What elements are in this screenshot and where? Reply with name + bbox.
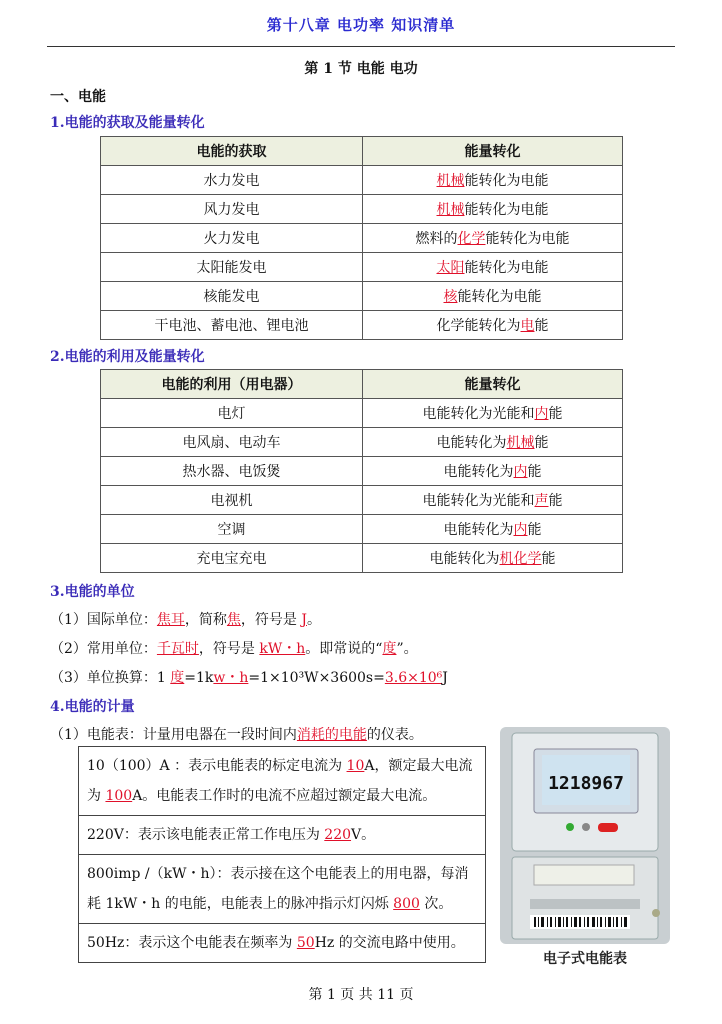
row-label: 电风扇、电动车 — [101, 428, 363, 457]
text: 能转化为电能 — [485, 231, 570, 247]
answer: 核 — [443, 289, 458, 305]
spec-frequency — [79, 924, 485, 962]
text: Hz 的交流电路中使用。 — [314, 935, 465, 951]
row-conversion — [363, 195, 623, 224]
answer: 内 — [513, 464, 528, 480]
text: 50Hz：表示这个电能表在频率为 — [87, 935, 297, 951]
table-row — [101, 311, 623, 340]
text: 800imp /（kW・h）：表示接在这个电能表上的用电器，每消耗 1kW・h 的电能，电能表上的脉冲指示灯闪烁 — [87, 866, 469, 912]
table-row — [101, 195, 623, 224]
answer: 100 — [105, 788, 133, 804]
row-label: 太阳能发电 — [101, 253, 363, 282]
text: 能转化为电能 — [464, 260, 549, 276]
section-title: 第 1 节 电能 电功 — [304, 61, 418, 77]
text: 能转化为电能 — [464, 173, 549, 189]
table-row — [101, 428, 623, 457]
text: 电能转化为 — [443, 522, 514, 538]
row-label: 空调 — [101, 515, 363, 544]
row-label: 核能发电 — [101, 282, 363, 311]
row-label: 电视机 — [101, 486, 363, 515]
row-conversion — [363, 166, 623, 195]
row-conversion — [363, 486, 623, 515]
spec-current — [79, 747, 485, 816]
unit-line-1 — [50, 609, 321, 629]
answer: 内 — [513, 522, 528, 538]
row-conversion — [363, 282, 623, 311]
text: 能 — [548, 406, 563, 422]
text: （1）电能表：计量用电器在一段时间内 — [50, 727, 297, 743]
row-label: 干电池、蓄电池、锂电池 — [101, 311, 363, 340]
text: V。 — [351, 827, 376, 843]
page-header-title: 第十八章 电功率 知识清单 — [266, 16, 456, 34]
text: 电能转化为光能和 — [422, 493, 535, 509]
table-header: 电能的利用（用电器） — [101, 370, 363, 399]
table-row — [101, 253, 623, 282]
text: 燃料的 — [415, 231, 458, 247]
row-label: 热水器、电饭煲 — [101, 457, 363, 486]
text: 能 — [534, 435, 549, 451]
answer: 化学 — [457, 231, 486, 247]
answer: 机械 — [436, 202, 465, 218]
text: 能 — [527, 522, 542, 538]
row-label: 水力发电 — [101, 166, 363, 195]
row-label: 充电宝充电 — [101, 544, 363, 573]
answer: 机化学 — [499, 551, 542, 567]
text: J — [442, 670, 448, 686]
text: 能 — [548, 493, 563, 509]
subsection-4-title: 4.电能的计量 — [50, 699, 135, 715]
answer: 800 — [393, 896, 420, 912]
answer: 机械 — [436, 173, 465, 189]
text: 的仪表。 — [366, 727, 423, 743]
table-row — [101, 515, 623, 544]
spec-impulse — [79, 855, 485, 924]
answer: kW・h — [259, 641, 306, 657]
row-conversion — [363, 224, 623, 253]
text: 电能转化为 — [443, 464, 514, 480]
row-conversion — [363, 253, 623, 282]
row-label: 火力发电 — [101, 224, 363, 253]
electric-meter-image — [500, 727, 670, 944]
row-conversion — [363, 544, 623, 573]
answer: 声 — [534, 493, 549, 509]
text: ，符号是 — [198, 641, 260, 657]
table-row — [101, 486, 623, 515]
row-conversion — [363, 457, 623, 486]
text: 电能转化为 — [429, 551, 500, 567]
text: 能 — [534, 318, 549, 334]
unit-line-2 — [50, 638, 418, 658]
answer: 消耗的电能 — [296, 727, 367, 743]
table-row — [101, 544, 623, 573]
table-row — [101, 166, 623, 195]
subsection-2-title: 2.电能的利用及能量转化 — [50, 349, 205, 365]
table-row — [101, 282, 623, 311]
table-row — [101, 457, 623, 486]
text: A。电能表工作时的电流不应超过额定最大电流。 — [132, 788, 437, 804]
text: 。 — [307, 612, 321, 628]
text: 220V：表示该电能表正常工作电压为 — [87, 827, 325, 843]
row-label: 电灯 — [101, 399, 363, 428]
text: 次。 — [419, 896, 453, 912]
meter-caption: 电子式电能表 — [543, 951, 627, 967]
text: 电能转化为 — [436, 435, 507, 451]
row-conversion — [363, 311, 623, 340]
answer: 机械 — [506, 435, 535, 451]
answer: 50 — [296, 935, 315, 951]
table-header: 能量转化 — [363, 137, 623, 166]
unit-line-3 — [50, 667, 448, 687]
text: 电能转化为光能和 — [422, 406, 535, 422]
text: ，符号是 — [240, 612, 302, 628]
text: （2）常用单位： — [50, 641, 157, 657]
text: 化学能转化为 — [436, 318, 521, 334]
answer: 焦 — [226, 612, 241, 628]
table-header: 能量转化 — [363, 370, 623, 399]
answer: 220 — [324, 827, 352, 843]
page-footer: 第 1 页 共 11 页 — [308, 987, 414, 1003]
text: 能转化为电能 — [464, 202, 549, 218]
table-row — [101, 224, 623, 253]
row-conversion — [363, 515, 623, 544]
answer: 焦耳 — [156, 612, 185, 628]
text: （3）单位换算：1 — [50, 670, 171, 686]
answer: 电 — [520, 318, 535, 334]
meter-definition — [50, 724, 423, 744]
header-divider — [47, 46, 675, 47]
meter-reading: 1218967 — [548, 773, 624, 794]
text: =1k — [184, 670, 214, 686]
text: 能 — [527, 464, 542, 480]
text: （1）国际单位： — [50, 612, 157, 628]
row-conversion — [363, 428, 623, 457]
answer: J — [301, 612, 307, 628]
row-label: 风力发电 — [101, 195, 363, 224]
text: 。即常说的“ — [305, 641, 383, 657]
answer: 太阳 — [436, 260, 465, 276]
subsection-3-title: 3.电能的单位 — [50, 584, 135, 600]
text: =1×10³W×3600s= — [248, 670, 385, 686]
text: 能转化为电能 — [457, 289, 542, 305]
text: ，简称 — [184, 612, 227, 628]
answer: 内 — [534, 406, 549, 422]
text: A，额定最大电流为 — [87, 758, 473, 804]
answer: 度 — [382, 641, 397, 657]
energy-source-table — [100, 136, 623, 340]
energy-use-table — [100, 369, 623, 573]
answer: 10 — [346, 758, 365, 774]
subsection-1-title: 1.电能的获取及能量转化 — [50, 115, 205, 131]
meter-spec-box — [78, 746, 486, 963]
answer: 3.6×10⁶ — [384, 670, 443, 686]
table-header: 电能的获取 — [101, 137, 363, 166]
row-conversion — [363, 399, 623, 428]
spec-voltage — [79, 816, 485, 855]
text: ”。 — [396, 641, 418, 657]
answer: 度 — [170, 670, 185, 686]
text: 能 — [541, 551, 556, 567]
answer: w・h — [213, 670, 249, 686]
table-row — [101, 399, 623, 428]
answer: 千瓦时 — [156, 641, 199, 657]
part-title: 一、电能 — [50, 89, 106, 105]
text: 10（100）A ：表示电能表的标定电流为 — [87, 758, 347, 774]
